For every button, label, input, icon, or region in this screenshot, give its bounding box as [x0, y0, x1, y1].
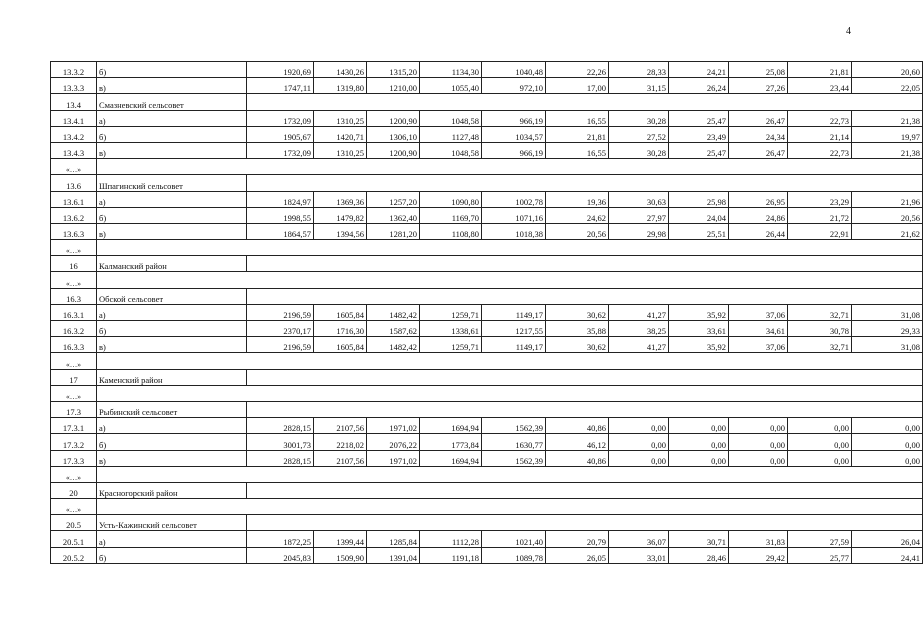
section-title: Рыбинский сельсовет — [97, 401, 247, 417]
value-cell: 1108,80 — [420, 223, 482, 239]
table-row — [51, 78, 923, 94]
value-cell: 25,98 — [669, 191, 729, 207]
row-code: «…» — [51, 353, 97, 369]
value-cell: 23,29 — [788, 191, 852, 207]
section-row — [51, 175, 923, 191]
value-cell: 24,41 — [852, 547, 923, 563]
value-cell: 0,00 — [609, 434, 669, 450]
value-cell: 30,62 — [546, 304, 609, 320]
ellipsis-row — [51, 272, 923, 288]
value-cell: 0,00 — [669, 434, 729, 450]
value-cell: 25,47 — [669, 110, 729, 126]
empty-cell — [97, 159, 923, 175]
value-cell: 1479,82 — [314, 207, 367, 223]
value-cell: 2218,02 — [314, 434, 367, 450]
empty-cell — [247, 94, 923, 110]
value-cell: 1112,28 — [420, 531, 482, 547]
value-cell: 20,79 — [546, 531, 609, 547]
value-cell: 22,73 — [788, 110, 852, 126]
value-cell: 2196,59 — [247, 304, 314, 320]
value-cell: 23,49 — [669, 126, 729, 142]
value-cell: 1071,16 — [482, 207, 546, 223]
value-cell: 1319,80 — [314, 78, 367, 94]
value-cell: 2076,22 — [367, 434, 420, 450]
value-cell: 26,44 — [729, 223, 788, 239]
row-code: 13.6 — [51, 175, 97, 191]
row-code: 20.5.1 — [51, 531, 97, 547]
row-code: «…» — [51, 466, 97, 482]
row-sub-label: а) — [97, 110, 247, 126]
value-cell: 1509,90 — [314, 547, 367, 563]
value-cell: 27,52 — [609, 126, 669, 142]
value-cell: 26,24 — [669, 78, 729, 94]
value-cell: 0,00 — [729, 434, 788, 450]
value-cell: 1048,58 — [420, 142, 482, 158]
section-row — [51, 515, 923, 531]
value-cell: 31,08 — [852, 337, 923, 353]
value-cell: 1747,11 — [247, 78, 314, 94]
value-cell: 1149,17 — [482, 337, 546, 353]
table-row — [51, 191, 923, 207]
table-row — [51, 223, 923, 239]
value-cell: 1217,55 — [482, 321, 546, 337]
section-row — [51, 401, 923, 417]
value-cell: 22,05 — [852, 78, 923, 94]
value-cell: 0,00 — [669, 418, 729, 434]
section-row — [51, 256, 923, 272]
table-row — [51, 531, 923, 547]
value-cell: 33,01 — [609, 547, 669, 563]
row-code: 20 — [51, 482, 97, 498]
value-cell: 32,71 — [788, 304, 852, 320]
value-cell: 28,46 — [669, 547, 729, 563]
section-row — [51, 482, 923, 498]
section-title: Шпагинский сельсовет — [97, 175, 247, 191]
table-row — [51, 418, 923, 434]
row-code: 13.6.1 — [51, 191, 97, 207]
value-cell: 1605,84 — [314, 337, 367, 353]
value-cell: 1369,36 — [314, 191, 367, 207]
row-code: 13.6.2 — [51, 207, 97, 223]
value-cell: 29,33 — [852, 321, 923, 337]
row-code: 16.3.1 — [51, 304, 97, 320]
value-cell: 31,83 — [729, 531, 788, 547]
value-cell: 1259,71 — [420, 304, 482, 320]
value-cell: 27,26 — [729, 78, 788, 94]
value-cell: 37,06 — [729, 337, 788, 353]
row-sub-label: б) — [97, 434, 247, 450]
table-row — [51, 434, 923, 450]
value-cell: 33,61 — [669, 321, 729, 337]
row-sub-label: б) — [97, 62, 247, 78]
value-cell: 1021,40 — [482, 531, 546, 547]
empty-cell — [247, 401, 923, 417]
value-cell: 21,38 — [852, 142, 923, 158]
value-cell: 1362,40 — [367, 207, 420, 223]
row-code: 13.4.3 — [51, 142, 97, 158]
value-cell: 27,59 — [788, 531, 852, 547]
value-cell: 30,28 — [609, 110, 669, 126]
value-cell: 0,00 — [669, 450, 729, 466]
row-sub-label: а) — [97, 304, 247, 320]
value-cell: 21,81 — [546, 126, 609, 142]
value-cell: 22,73 — [788, 142, 852, 158]
value-cell: 1824,97 — [247, 191, 314, 207]
value-cell: 0,00 — [788, 450, 852, 466]
value-cell: 1694,94 — [420, 450, 482, 466]
value-cell: 2828,15 — [247, 450, 314, 466]
value-cell: 1149,17 — [482, 304, 546, 320]
ellipsis-row — [51, 466, 923, 482]
value-cell: 1773,84 — [420, 434, 482, 450]
value-cell: 1040,48 — [482, 62, 546, 78]
value-cell: 0,00 — [788, 434, 852, 450]
table-row — [51, 450, 923, 466]
value-cell: 1018,38 — [482, 223, 546, 239]
ellipsis-row — [51, 499, 923, 515]
empty-cell — [247, 482, 923, 498]
value-cell: 35,92 — [669, 304, 729, 320]
value-cell: 2196,59 — [247, 337, 314, 353]
value-cell: 26,95 — [729, 191, 788, 207]
value-cell: 35,88 — [546, 321, 609, 337]
row-code: 13.3.2 — [51, 62, 97, 78]
value-cell: 1169,70 — [420, 207, 482, 223]
value-cell: 1998,55 — [247, 207, 314, 223]
value-cell: 1864,57 — [247, 223, 314, 239]
ellipsis-row — [51, 385, 923, 401]
row-code: 20.5 — [51, 515, 97, 531]
value-cell: 19,36 — [546, 191, 609, 207]
tariff-table — [50, 61, 923, 564]
row-sub-label: а) — [97, 531, 247, 547]
value-cell: 17,00 — [546, 78, 609, 94]
value-cell: 1482,42 — [367, 337, 420, 353]
table-row — [51, 62, 923, 78]
value-cell: 1716,30 — [314, 321, 367, 337]
table-row — [51, 547, 923, 563]
value-cell: 24,86 — [729, 207, 788, 223]
value-cell: 31,15 — [609, 78, 669, 94]
value-cell: 0,00 — [852, 434, 923, 450]
value-cell: 1694,94 — [420, 418, 482, 434]
value-cell: 0,00 — [852, 450, 923, 466]
row-code: 13.4 — [51, 94, 97, 110]
value-cell: 1089,78 — [482, 547, 546, 563]
value-cell: 1134,30 — [420, 62, 482, 78]
value-cell: 30,28 — [609, 142, 669, 158]
value-cell: 3001,73 — [247, 434, 314, 450]
row-sub-label: а) — [97, 418, 247, 434]
value-cell: 1285,84 — [367, 531, 420, 547]
value-cell: 1971,02 — [367, 450, 420, 466]
value-cell: 966,19 — [482, 110, 546, 126]
empty-cell — [97, 353, 923, 369]
value-cell: 0,00 — [788, 418, 852, 434]
row-sub-label: б) — [97, 547, 247, 563]
value-cell: 1034,57 — [482, 126, 546, 142]
ellipsis-row — [51, 159, 923, 175]
value-cell: 24,04 — [669, 207, 729, 223]
table-row — [51, 126, 923, 142]
value-cell: 1562,39 — [482, 418, 546, 434]
row-code: 17 — [51, 369, 97, 385]
table-row — [51, 337, 923, 353]
section-row — [51, 288, 923, 304]
section-title: Каменский район — [97, 369, 247, 385]
value-cell: 1127,48 — [420, 126, 482, 142]
row-code: 17.3.3 — [51, 450, 97, 466]
value-cell: 2107,56 — [314, 450, 367, 466]
value-cell: 0,00 — [729, 450, 788, 466]
empty-cell — [97, 466, 923, 482]
value-cell: 0,00 — [852, 418, 923, 434]
value-cell: 46,12 — [546, 434, 609, 450]
value-cell: 37,06 — [729, 304, 788, 320]
value-cell: 2370,17 — [247, 321, 314, 337]
value-cell: 1257,20 — [367, 191, 420, 207]
value-cell: 0,00 — [609, 418, 669, 434]
value-cell: 1310,25 — [314, 110, 367, 126]
empty-cell — [247, 288, 923, 304]
value-cell: 1920,69 — [247, 62, 314, 78]
row-sub-label: в) — [97, 142, 247, 158]
value-cell: 30,71 — [669, 531, 729, 547]
value-cell: 1055,40 — [420, 78, 482, 94]
table-row — [51, 304, 923, 320]
value-cell: 29,42 — [729, 547, 788, 563]
table-row — [51, 207, 923, 223]
value-cell: 2045,83 — [247, 547, 314, 563]
value-cell: 1732,09 — [247, 110, 314, 126]
value-cell: 40,86 — [546, 418, 609, 434]
value-cell: 27,97 — [609, 207, 669, 223]
row-code: «…» — [51, 272, 97, 288]
table-body — [51, 62, 923, 564]
table-row — [51, 110, 923, 126]
value-cell: 35,92 — [669, 337, 729, 353]
value-cell: 16,55 — [546, 142, 609, 158]
row-sub-label: в) — [97, 223, 247, 239]
row-code: 13.3.3 — [51, 78, 97, 94]
value-cell: 30,62 — [546, 337, 609, 353]
value-cell: 1587,62 — [367, 321, 420, 337]
row-sub-label: в) — [97, 337, 247, 353]
value-cell: 1338,61 — [420, 321, 482, 337]
value-cell: 26,05 — [546, 547, 609, 563]
value-cell: 38,25 — [609, 321, 669, 337]
ellipsis-row — [51, 353, 923, 369]
value-cell: 1200,90 — [367, 110, 420, 126]
row-sub-label: а) — [97, 191, 247, 207]
value-cell: 1605,84 — [314, 304, 367, 320]
value-cell: 32,71 — [788, 337, 852, 353]
value-cell: 20,56 — [852, 207, 923, 223]
section-title: Смазневский сельсовет — [97, 94, 247, 110]
value-cell: 1281,20 — [367, 223, 420, 239]
value-cell: 1394,56 — [314, 223, 367, 239]
row-sub-label: б) — [97, 207, 247, 223]
value-cell: 28,33 — [609, 62, 669, 78]
empty-cell — [247, 515, 923, 531]
table-row — [51, 321, 923, 337]
value-cell: 1971,02 — [367, 418, 420, 434]
value-cell: 1310,25 — [314, 142, 367, 158]
value-cell: 24,62 — [546, 207, 609, 223]
row-code: «…» — [51, 499, 97, 515]
value-cell: 1399,44 — [314, 531, 367, 547]
value-cell: 34,61 — [729, 321, 788, 337]
value-cell: 1482,42 — [367, 304, 420, 320]
empty-cell — [97, 385, 923, 401]
value-cell: 1306,10 — [367, 126, 420, 142]
value-cell: 21,62 — [852, 223, 923, 239]
value-cell: 30,63 — [609, 191, 669, 207]
value-cell: 1905,67 — [247, 126, 314, 142]
row-code: 13.4.2 — [51, 126, 97, 142]
value-cell: 1090,80 — [420, 191, 482, 207]
value-cell: 1210,00 — [367, 78, 420, 94]
value-cell: 25,08 — [729, 62, 788, 78]
value-cell: 22,91 — [788, 223, 852, 239]
value-cell: 16,55 — [546, 110, 609, 126]
value-cell: 21,96 — [852, 191, 923, 207]
section-title: Калманский район — [97, 256, 247, 272]
value-cell: 21,81 — [788, 62, 852, 78]
value-cell: 1048,58 — [420, 110, 482, 126]
value-cell: 966,19 — [482, 142, 546, 158]
value-cell: 31,08 — [852, 304, 923, 320]
empty-cell — [97, 499, 923, 515]
value-cell: 25,47 — [669, 142, 729, 158]
value-cell: 2107,56 — [314, 418, 367, 434]
value-cell: 1002,78 — [482, 191, 546, 207]
empty-cell — [97, 272, 923, 288]
value-cell: 1430,26 — [314, 62, 367, 78]
section-title: Обской сельсовет — [97, 288, 247, 304]
page-number: 4 — [846, 26, 851, 37]
row-code: «…» — [51, 159, 97, 175]
row-code: 17.3.1 — [51, 418, 97, 434]
value-cell: 19,97 — [852, 126, 923, 142]
row-code: «…» — [51, 240, 97, 256]
empty-cell — [247, 369, 923, 385]
value-cell: 1420,71 — [314, 126, 367, 142]
row-sub-label: в) — [97, 450, 247, 466]
value-cell: 1200,90 — [367, 142, 420, 158]
row-code: 16 — [51, 256, 97, 272]
section-row — [51, 369, 923, 385]
value-cell: 41,27 — [609, 337, 669, 353]
value-cell: 26,47 — [729, 110, 788, 126]
value-cell: 29,98 — [609, 223, 669, 239]
value-cell: 1562,39 — [482, 450, 546, 466]
row-code: 13.4.1 — [51, 110, 97, 126]
value-cell: 1872,25 — [247, 531, 314, 547]
row-code: «…» — [51, 385, 97, 401]
value-cell: 1315,20 — [367, 62, 420, 78]
value-cell: 30,78 — [788, 321, 852, 337]
section-row — [51, 94, 923, 110]
value-cell: 41,27 — [609, 304, 669, 320]
value-cell: 20,60 — [852, 62, 923, 78]
value-cell: 972,10 — [482, 78, 546, 94]
value-cell: 20,56 — [546, 223, 609, 239]
value-cell: 21,72 — [788, 207, 852, 223]
value-cell: 1259,71 — [420, 337, 482, 353]
empty-cell — [97, 240, 923, 256]
value-cell: 1191,18 — [420, 547, 482, 563]
row-code: 16.3.3 — [51, 337, 97, 353]
ellipsis-row — [51, 240, 923, 256]
table-row — [51, 142, 923, 158]
value-cell: 22,26 — [546, 62, 609, 78]
row-code: 16.3 — [51, 288, 97, 304]
row-code: 17.3.2 — [51, 434, 97, 450]
value-cell: 21,38 — [852, 110, 923, 126]
row-code: 13.6.3 — [51, 223, 97, 239]
row-code: 20.5.2 — [51, 547, 97, 563]
value-cell: 1732,09 — [247, 142, 314, 158]
value-cell: 25,77 — [788, 547, 852, 563]
value-cell: 25,51 — [669, 223, 729, 239]
value-cell: 36,07 — [609, 531, 669, 547]
value-cell: 26,04 — [852, 531, 923, 547]
section-title: Усть-Кажинский сельсовет — [97, 515, 247, 531]
value-cell: 1391,04 — [367, 547, 420, 563]
value-cell: 24,21 — [669, 62, 729, 78]
value-cell: 23,44 — [788, 78, 852, 94]
value-cell: 26,47 — [729, 142, 788, 158]
value-cell: 21,14 — [788, 126, 852, 142]
section-title: Красногорский район — [97, 482, 247, 498]
row-sub-label: б) — [97, 321, 247, 337]
row-code: 16.3.2 — [51, 321, 97, 337]
value-cell: 0,00 — [609, 450, 669, 466]
row-code: 17.3 — [51, 401, 97, 417]
value-cell: 40,86 — [546, 450, 609, 466]
empty-cell — [247, 256, 923, 272]
value-cell: 2828,15 — [247, 418, 314, 434]
row-sub-label: б) — [97, 126, 247, 142]
value-cell: 1630,77 — [482, 434, 546, 450]
value-cell: 0,00 — [729, 418, 788, 434]
empty-cell — [247, 175, 923, 191]
row-sub-label: в) — [97, 78, 247, 94]
value-cell: 24,34 — [729, 126, 788, 142]
